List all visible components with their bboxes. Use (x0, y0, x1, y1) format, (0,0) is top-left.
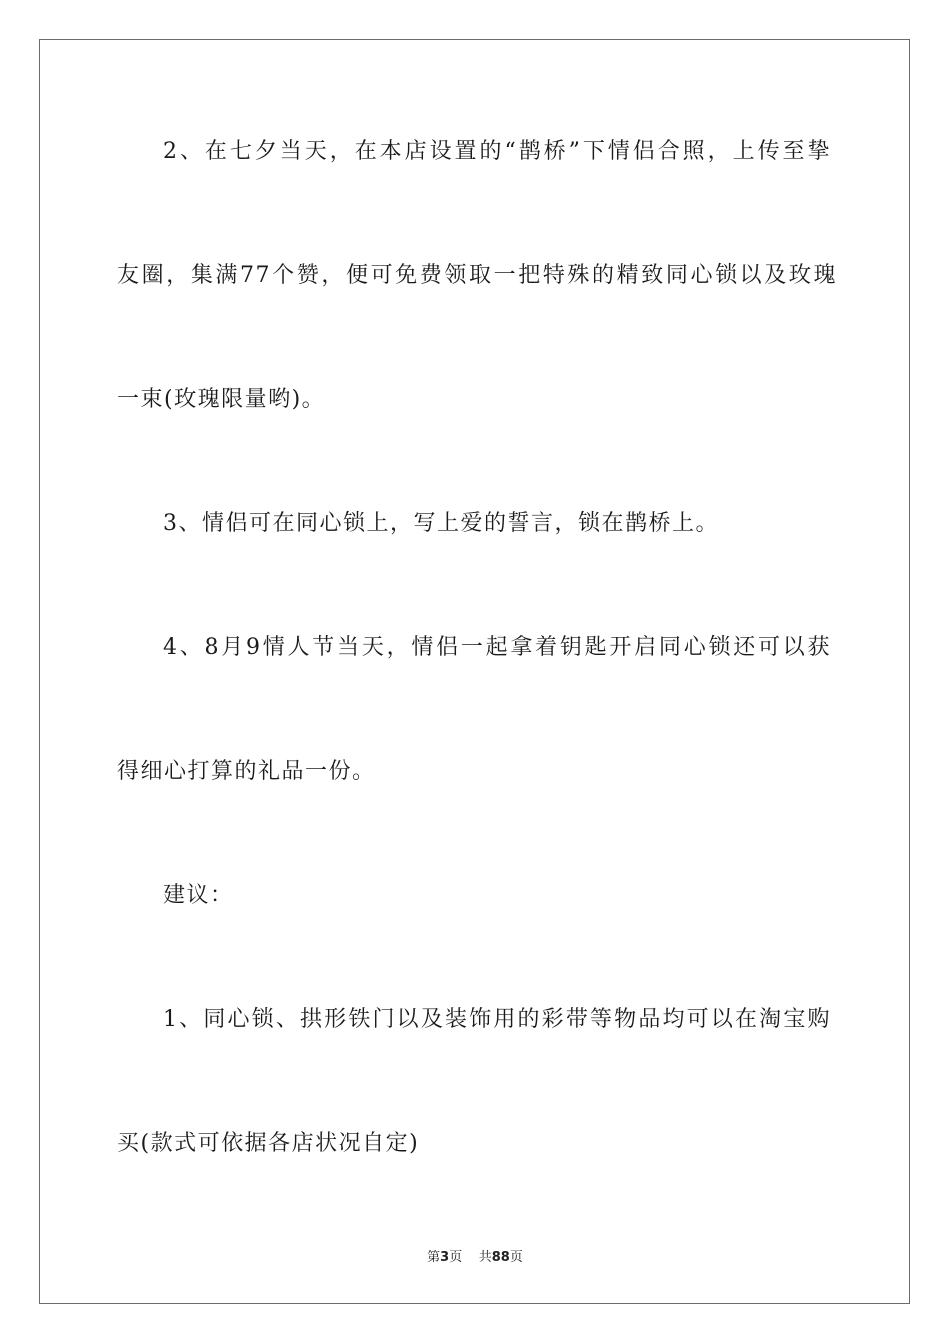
paragraph-line-1: 2、在七夕当天，在本店设置的“鹊桥”下情侣合照，上传至挚 (163, 139, 831, 164)
section-heading-suggestions: 建议： (163, 883, 234, 908)
page-border (39, 39, 910, 1304)
paragraph-line-4: 3、情侣可在同心锁上，写上爱的誓言，锁在鹊桥上。 (163, 511, 719, 536)
footer-page-current: 3 (440, 1250, 450, 1265)
paragraph-line-8: 1、同心锁、拱形铁门以及装饰用的彩带等物品均可以在淘宝购 (163, 1007, 831, 1032)
footer-total-suffix: 页 (509, 1250, 523, 1265)
paragraph-line-3: 一束(玫瑰限量哟)。 (117, 387, 326, 412)
footer-total-pages: 88 (491, 1250, 510, 1265)
paragraph-line-6: 得细心打算的礼品一份。 (117, 759, 376, 784)
page-footer (0, 1246, 950, 1265)
footer-total-prefix: 共 (478, 1250, 492, 1265)
footer-page-suffix: 页 (449, 1250, 463, 1265)
paragraph-line-5: 4、8月9情人节当天，情侣一起拿着钥匙开启同心锁还可以获 (163, 635, 831, 660)
footer-page-prefix: 第 (427, 1250, 441, 1265)
paragraph-line-9: 买(款式可依据各店状况自定) (117, 1131, 420, 1156)
paragraph-line-2: 友圈，集满77个赞，便可免费领取一把特殊的精致同心锁以及玫瑰 (117, 263, 837, 288)
